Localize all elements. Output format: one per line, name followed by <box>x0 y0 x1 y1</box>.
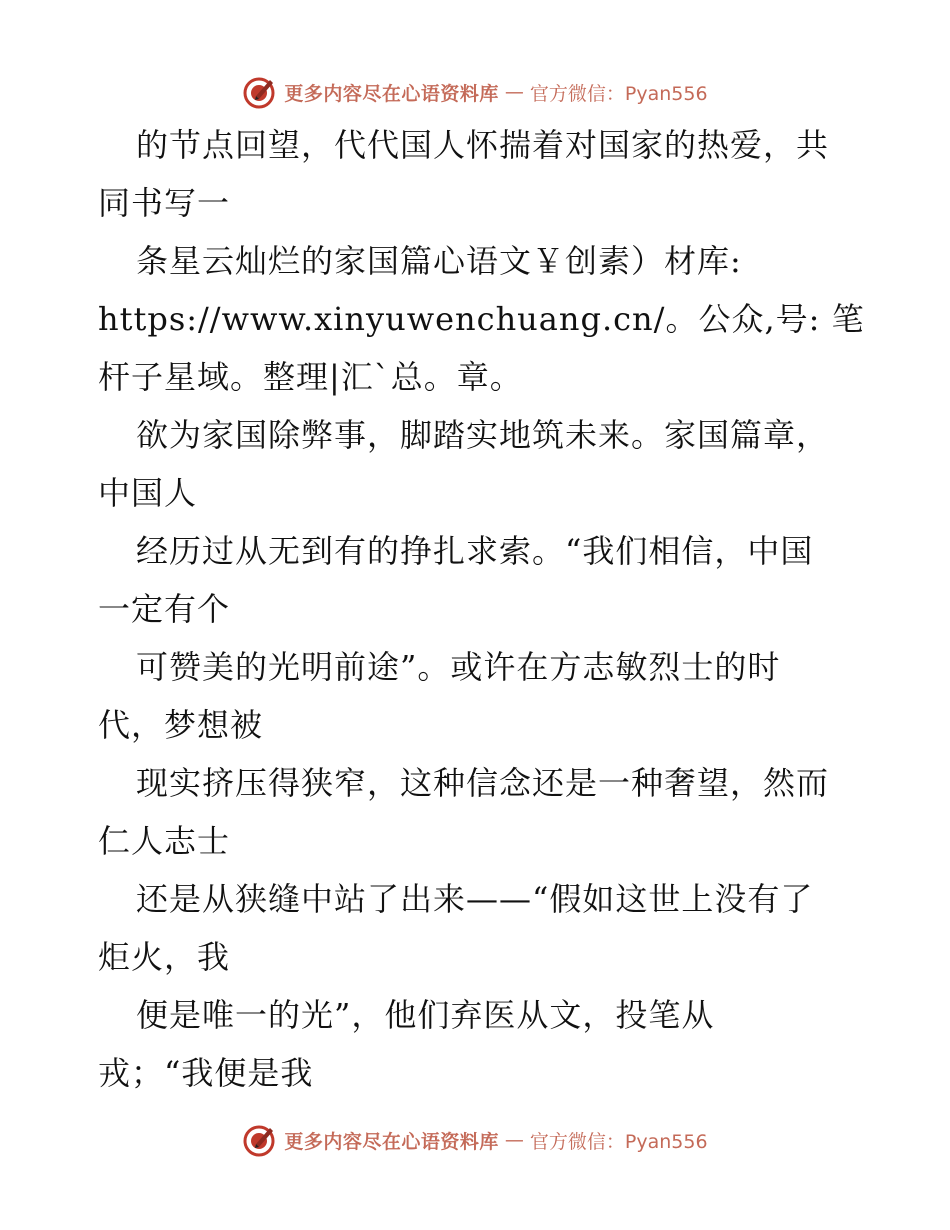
pen-seal-icon <box>242 74 278 110</box>
text-line: 中国人 <box>98 474 198 512</box>
text-line: 同书写一 <box>98 184 231 222</box>
watermark-contact: 官方微信：Pyan556 <box>529 82 708 105</box>
watermark-brand: 更多内容尽在心语资料库 <box>284 1130 499 1153</box>
text-line: 条星云灿烂的家国篇心语文￥创素）材库: <box>136 242 742 280</box>
pen-seal-icon <box>242 1122 278 1158</box>
text-line: 便是唯一的光”，他们弃医从文，投笔从 <box>136 996 715 1034</box>
text-line: 可赞美的光明前途”。或许在方志敏烈士的时 <box>136 648 781 686</box>
watermark-separator: — <box>504 81 524 103</box>
text-line: 欲为家国除弊事，脚踏实地筑未来。家国篇章， <box>136 416 830 454</box>
text-line: 一定有个 <box>98 590 231 628</box>
header-watermark <box>0 70 950 114</box>
text-line: 仁人志士 <box>98 822 231 860</box>
text-line-url: https://www.xinyuwenchuang.cn/。公众,号: 笔 <box>98 300 865 338</box>
text-line: 代，梦想被 <box>98 706 264 744</box>
watermark-brand: 更多内容尽在心语资料库 <box>284 82 499 105</box>
text-line: 现实挤压得狭窄，这种信念还是一种奢望，然而 <box>136 764 830 802</box>
watermark-contact: 官方微信：Pyan556 <box>529 1130 708 1153</box>
text-line: 戎；“我便是我 <box>98 1054 314 1092</box>
text-line: 经历过从无到有的挣扎求索。“我们相信，中国 <box>136 532 814 570</box>
text-line: 的节点回望，代代国人怀揣着对国家的热爱，共 <box>136 126 830 164</box>
watermark-separator: — <box>504 1129 524 1151</box>
text-line: 杆子星域。整理|汇`总。章。 <box>98 358 523 396</box>
text-line: 还是从狭缝中站了出来——“假如这世上没有了 <box>136 880 814 918</box>
text-line: 炬火，我 <box>98 938 231 976</box>
footer-watermark <box>0 1118 950 1162</box>
document-body <box>98 116 865 1102</box>
